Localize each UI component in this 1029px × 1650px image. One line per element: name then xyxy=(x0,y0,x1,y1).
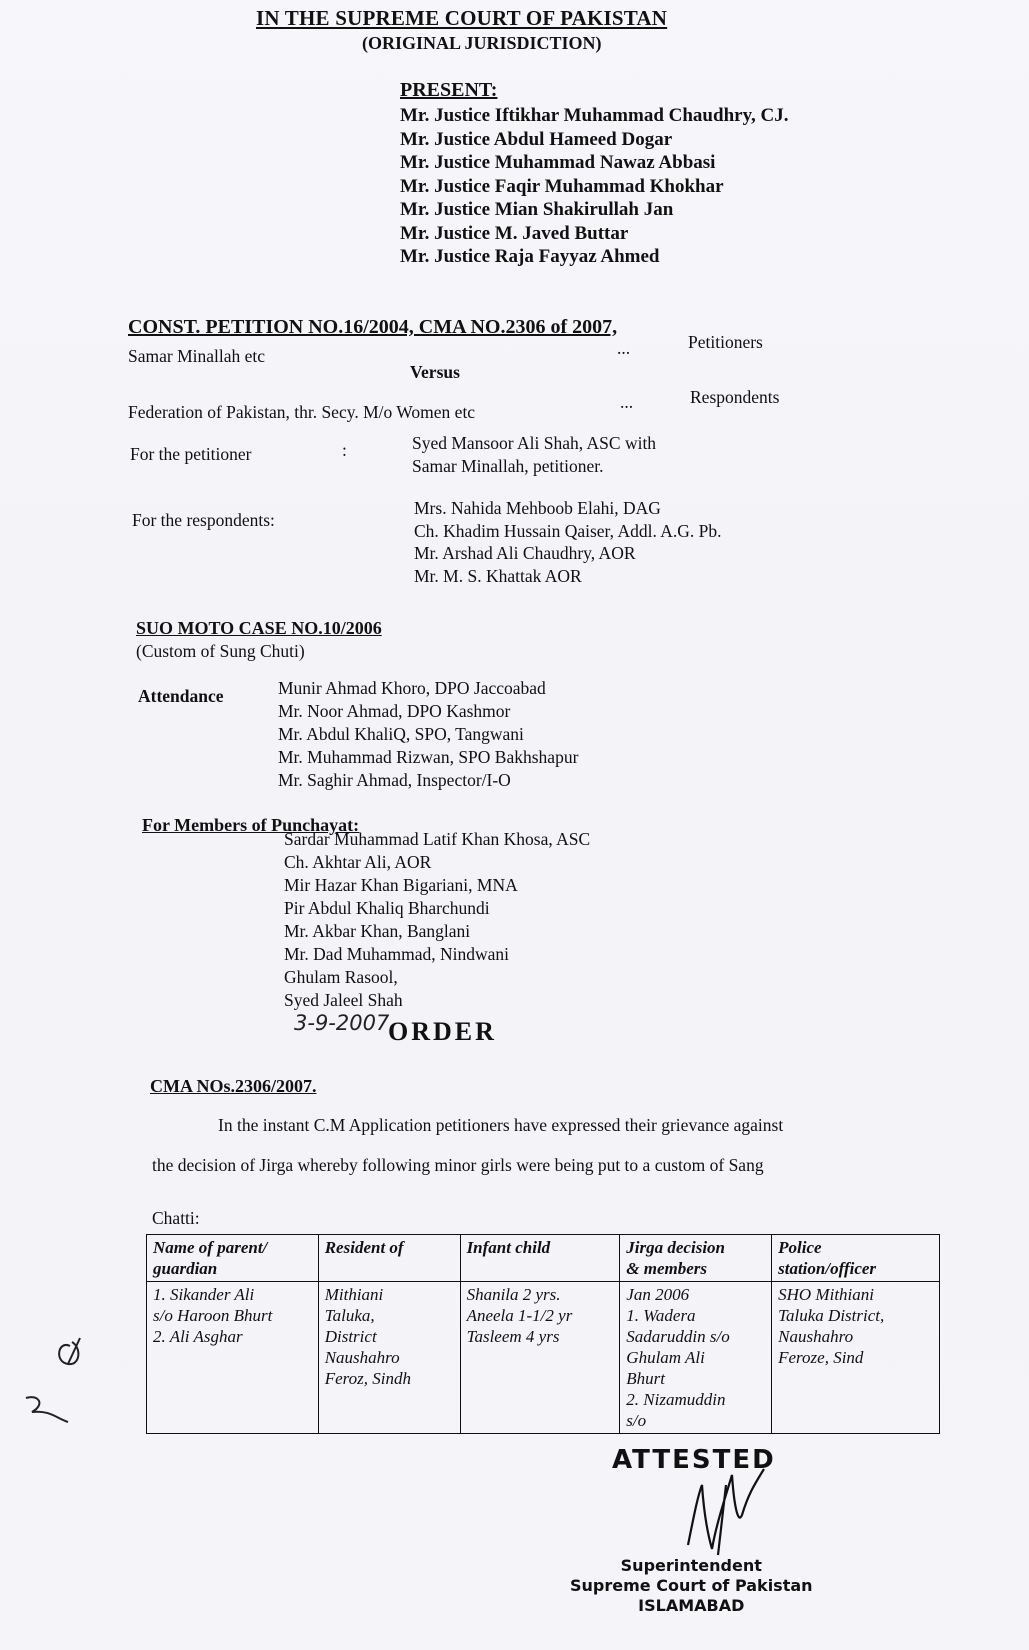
respondent-dots: ... xyxy=(620,392,634,412)
cma-heading: CMA NOs.2306/2007. xyxy=(150,1076,317,1096)
stamp-designation: Superintendent xyxy=(620,1556,762,1575)
member-name: Sardar Muhammad Latif Khan Khosa, ASC xyxy=(284,829,591,849)
respondent-counsel-list xyxy=(414,497,722,587)
order-paragraph-line: Chatti: xyxy=(152,1208,200,1228)
judge-name: Mr. Justice Mian Shakirullah Jan xyxy=(400,199,674,220)
member-name: Ch. Akhtar Ali, AOR xyxy=(284,852,432,872)
member-name: Ghulam Rasool, xyxy=(284,967,398,987)
judge-name: Mr. Justice M. Javed Buttar xyxy=(400,222,629,244)
judge-name: Mr. Justice Iftikhar Muhammad Chaudhry, CJ. xyxy=(400,105,789,126)
signature xyxy=(668,1455,778,1565)
victims-table xyxy=(146,1234,940,1434)
order-paragraph-line: the decision of Jirga whereby following minor girls were being put to a custom of Sang xyxy=(152,1155,764,1175)
counsel-name: Mr. Arshad Ali Chaudhry, AOR xyxy=(414,543,636,563)
attendee-name: Mr. Saghir Ahmad, Inspector/I-O xyxy=(278,770,511,790)
member-name: Mr. Akbar Khan, Banglani xyxy=(284,921,471,941)
judge-name: Mr. Justice Muhammad Nawaz Abbasi xyxy=(400,152,716,173)
case-title: CONST. PETITION NO.16/2004, CMA NO.2306 of 2007, xyxy=(128,316,618,338)
jurisdiction-subtitle: (ORIGINAL JURISDICTION) xyxy=(362,33,602,53)
respondent-role: Respondents xyxy=(690,387,780,407)
court-title: IN THE SUPREME COURT OF PAKISTAN xyxy=(256,6,668,30)
table-header-cell: Resident of xyxy=(318,1235,460,1282)
bench-list xyxy=(400,104,789,269)
counsel-name: Ch. Khadim Hussain Qaiser, Addl. A.G. Pb. xyxy=(414,520,722,541)
attendee-name: Munir Ahmad Khoro, DPO Jaccoabad xyxy=(278,678,546,698)
table-cell: Shanila 2 yrs. Aneela 1-1/2 yr Tasleem 4 yrs xyxy=(460,1282,620,1434)
suo-moto-subtitle: (Custom of Sung Chuti) xyxy=(136,641,305,661)
member-name: Syed Jaleel Shah xyxy=(284,990,403,1010)
table-header-row xyxy=(147,1235,940,1282)
table-row xyxy=(147,1282,940,1434)
member-name: Mr. Dad Muhammad, Nindwani xyxy=(284,944,510,964)
respondent-name: Federation of Pakistan, thr. Secy. M/o Women etc xyxy=(128,402,476,422)
for-petitioner-label: For the petitioner xyxy=(130,444,252,464)
present-label: PRESENT: xyxy=(400,79,498,101)
punchayat-members-list xyxy=(284,828,590,1012)
table-cell: 1. Sikander Ali s/o Haroon Bhurt 2. Ali Asghar xyxy=(147,1282,319,1434)
member-name: Mir Hazar Khan Bigariani, MNA xyxy=(284,875,518,895)
for-petitioner-colon: : xyxy=(342,440,347,460)
counsel-name: Mrs. Nahida Mehboob Elahi, DAG xyxy=(414,498,661,518)
for-respondents-label: For the respondents: xyxy=(132,510,275,530)
attendee-name: Mr. Muhammad Rizwan, SPO Bakhshapur xyxy=(278,747,579,767)
attestation-stamp-block xyxy=(570,1556,813,1616)
stamp-city: ISLAMABAD xyxy=(638,1596,745,1615)
table-cell: SHO Mithiani Taluka District, Naushahro Feroze, Sind xyxy=(772,1282,940,1434)
attendance-list xyxy=(278,677,578,792)
margin-scribble xyxy=(10,1328,100,1438)
versus-label: Versus xyxy=(410,362,460,382)
table-header-cell: Jirga decision & members xyxy=(620,1235,772,1282)
petitioner-role: Petitioners xyxy=(688,332,763,352)
attested-stamp: ATTESTED xyxy=(612,1445,776,1475)
attendee-name: Mr. Noor Ahmad, DPO Kashmor xyxy=(278,701,511,721)
stamp-office: Supreme Court of Pakistan xyxy=(570,1576,813,1595)
suo-moto-title: SUO MOTO CASE NO.10/2006 xyxy=(136,618,382,638)
attendee-name: Mr. Abdul KhaliQ, SPO, Tangwani xyxy=(278,724,524,744)
table-header-cell: Infant child xyxy=(460,1235,620,1282)
petitioner-counsel-list xyxy=(412,432,656,477)
order-title: ORDER xyxy=(388,1017,497,1046)
petitioner-dots: ... xyxy=(617,338,631,358)
member-name: Pir Abdul Khaliq Bharchundi xyxy=(284,898,490,918)
handwritten-date: 3-9-2007 xyxy=(294,1011,390,1035)
judge-name: Mr. Justice Raja Fayyaz Ahmed xyxy=(400,246,660,267)
counsel-name: Mr. M. S. Khattak AOR xyxy=(414,565,582,586)
table-cell: Mithiani Taluka, District Naushahro Feroz, Sindh xyxy=(318,1282,460,1434)
judge-name: Mr. Justice Abdul Hameed Dogar xyxy=(400,128,673,150)
table-header-cell: Name of parent/ guardian xyxy=(147,1235,319,1282)
table-cell: Jan 2006 1. Wadera Sadaruddin s/o Ghulam Ali Bhurt 2. Nizamuddin s/o xyxy=(620,1282,772,1434)
counsel-name: Syed Mansoor Ali Shah, ASC with xyxy=(412,433,657,453)
counsel-name: Samar Minallah, petitioner. xyxy=(412,455,604,476)
order-paragraph-line: In the instant C.M Application petitioners have expressed their grievance against xyxy=(218,1115,784,1135)
judge-name: Mr. Justice Faqir Muhammad Khokhar xyxy=(400,175,724,197)
punchayat-title: For Members of Punchayat: xyxy=(142,815,360,835)
petitioner-name: Samar Minallah etc xyxy=(128,346,266,366)
table-header-cell: Police station/officer xyxy=(772,1235,940,1282)
attendance-label: Attendance xyxy=(138,686,224,706)
